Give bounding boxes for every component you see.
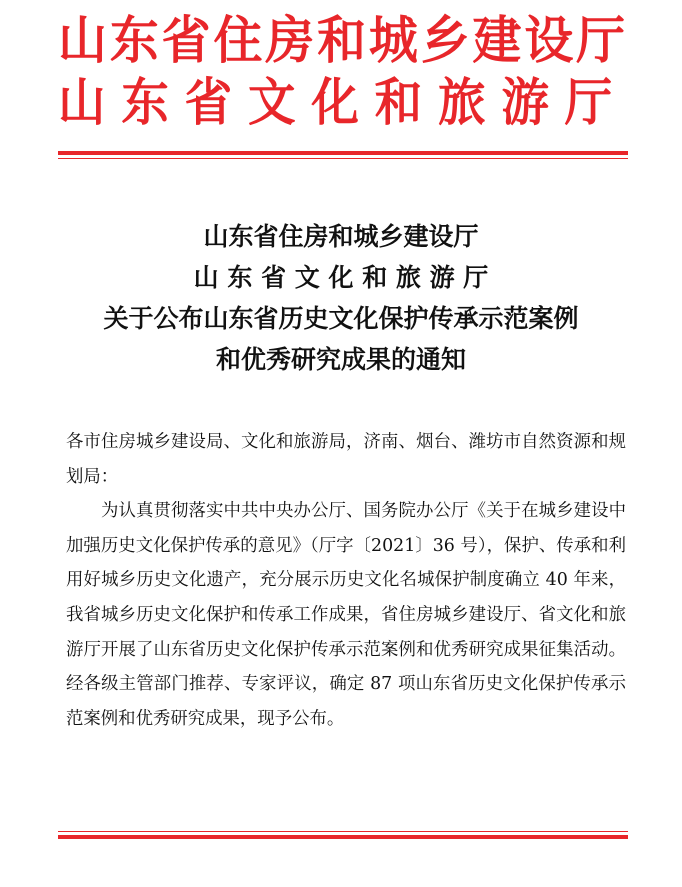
letterhead-divider-top [58,151,628,159]
title-line-issuer-1: 山东省住房和城乡建设厅 [203,222,479,251]
body-paragraph: 为认真贯彻落实中共中央办公厅、国务院办公厅《关于在城乡建设中加强历史文化保护传承的意见》（厅字〔2021〕36 号），保护、传承和利用好城乡历史文化遗产，充分展示历史文化名城保护制度确立 40 年来，我省城乡历史文化保护和传承工作成果，省住房城乡建设厅、省文化和旅游厅开展了山东省历史文化保护传承示范案例和优秀研究成果征集活动。经各级主管部门推荐、专家评议，确定 87 项山东省历史文化保护传承示范案例和优秀研究成果，现予公布。 [66,501,626,729]
footer-divider [58,831,628,839]
notice-title [0,216,682,380]
divider-thin-line [58,158,628,159]
title-line-subject-1: 关于公布山东省历史文化保护传承示范案例 [103,304,579,333]
title-line-issuer-2: 山 东 省 文 化 和 旅 游 厅 [193,263,489,292]
letterhead-line-culture-tourism-department: 山东省文化和旅游厅 [58,73,629,133]
divider-thick-line [58,151,628,155]
title-line-subject-2: 和优秀研究成果的通知 [215,345,466,374]
divider-thick-line [58,835,628,839]
divider-thin-line [58,831,628,832]
notice-body [66,425,626,736]
letterhead-line-housing-department: 山东省住房和城乡建设厅 [58,11,629,71]
salutation: 各市住房城乡建设局、文化和旅游局，济南、烟台、潍坊市自然资源和规划局： [66,432,626,487]
document-letterhead [58,11,629,136]
